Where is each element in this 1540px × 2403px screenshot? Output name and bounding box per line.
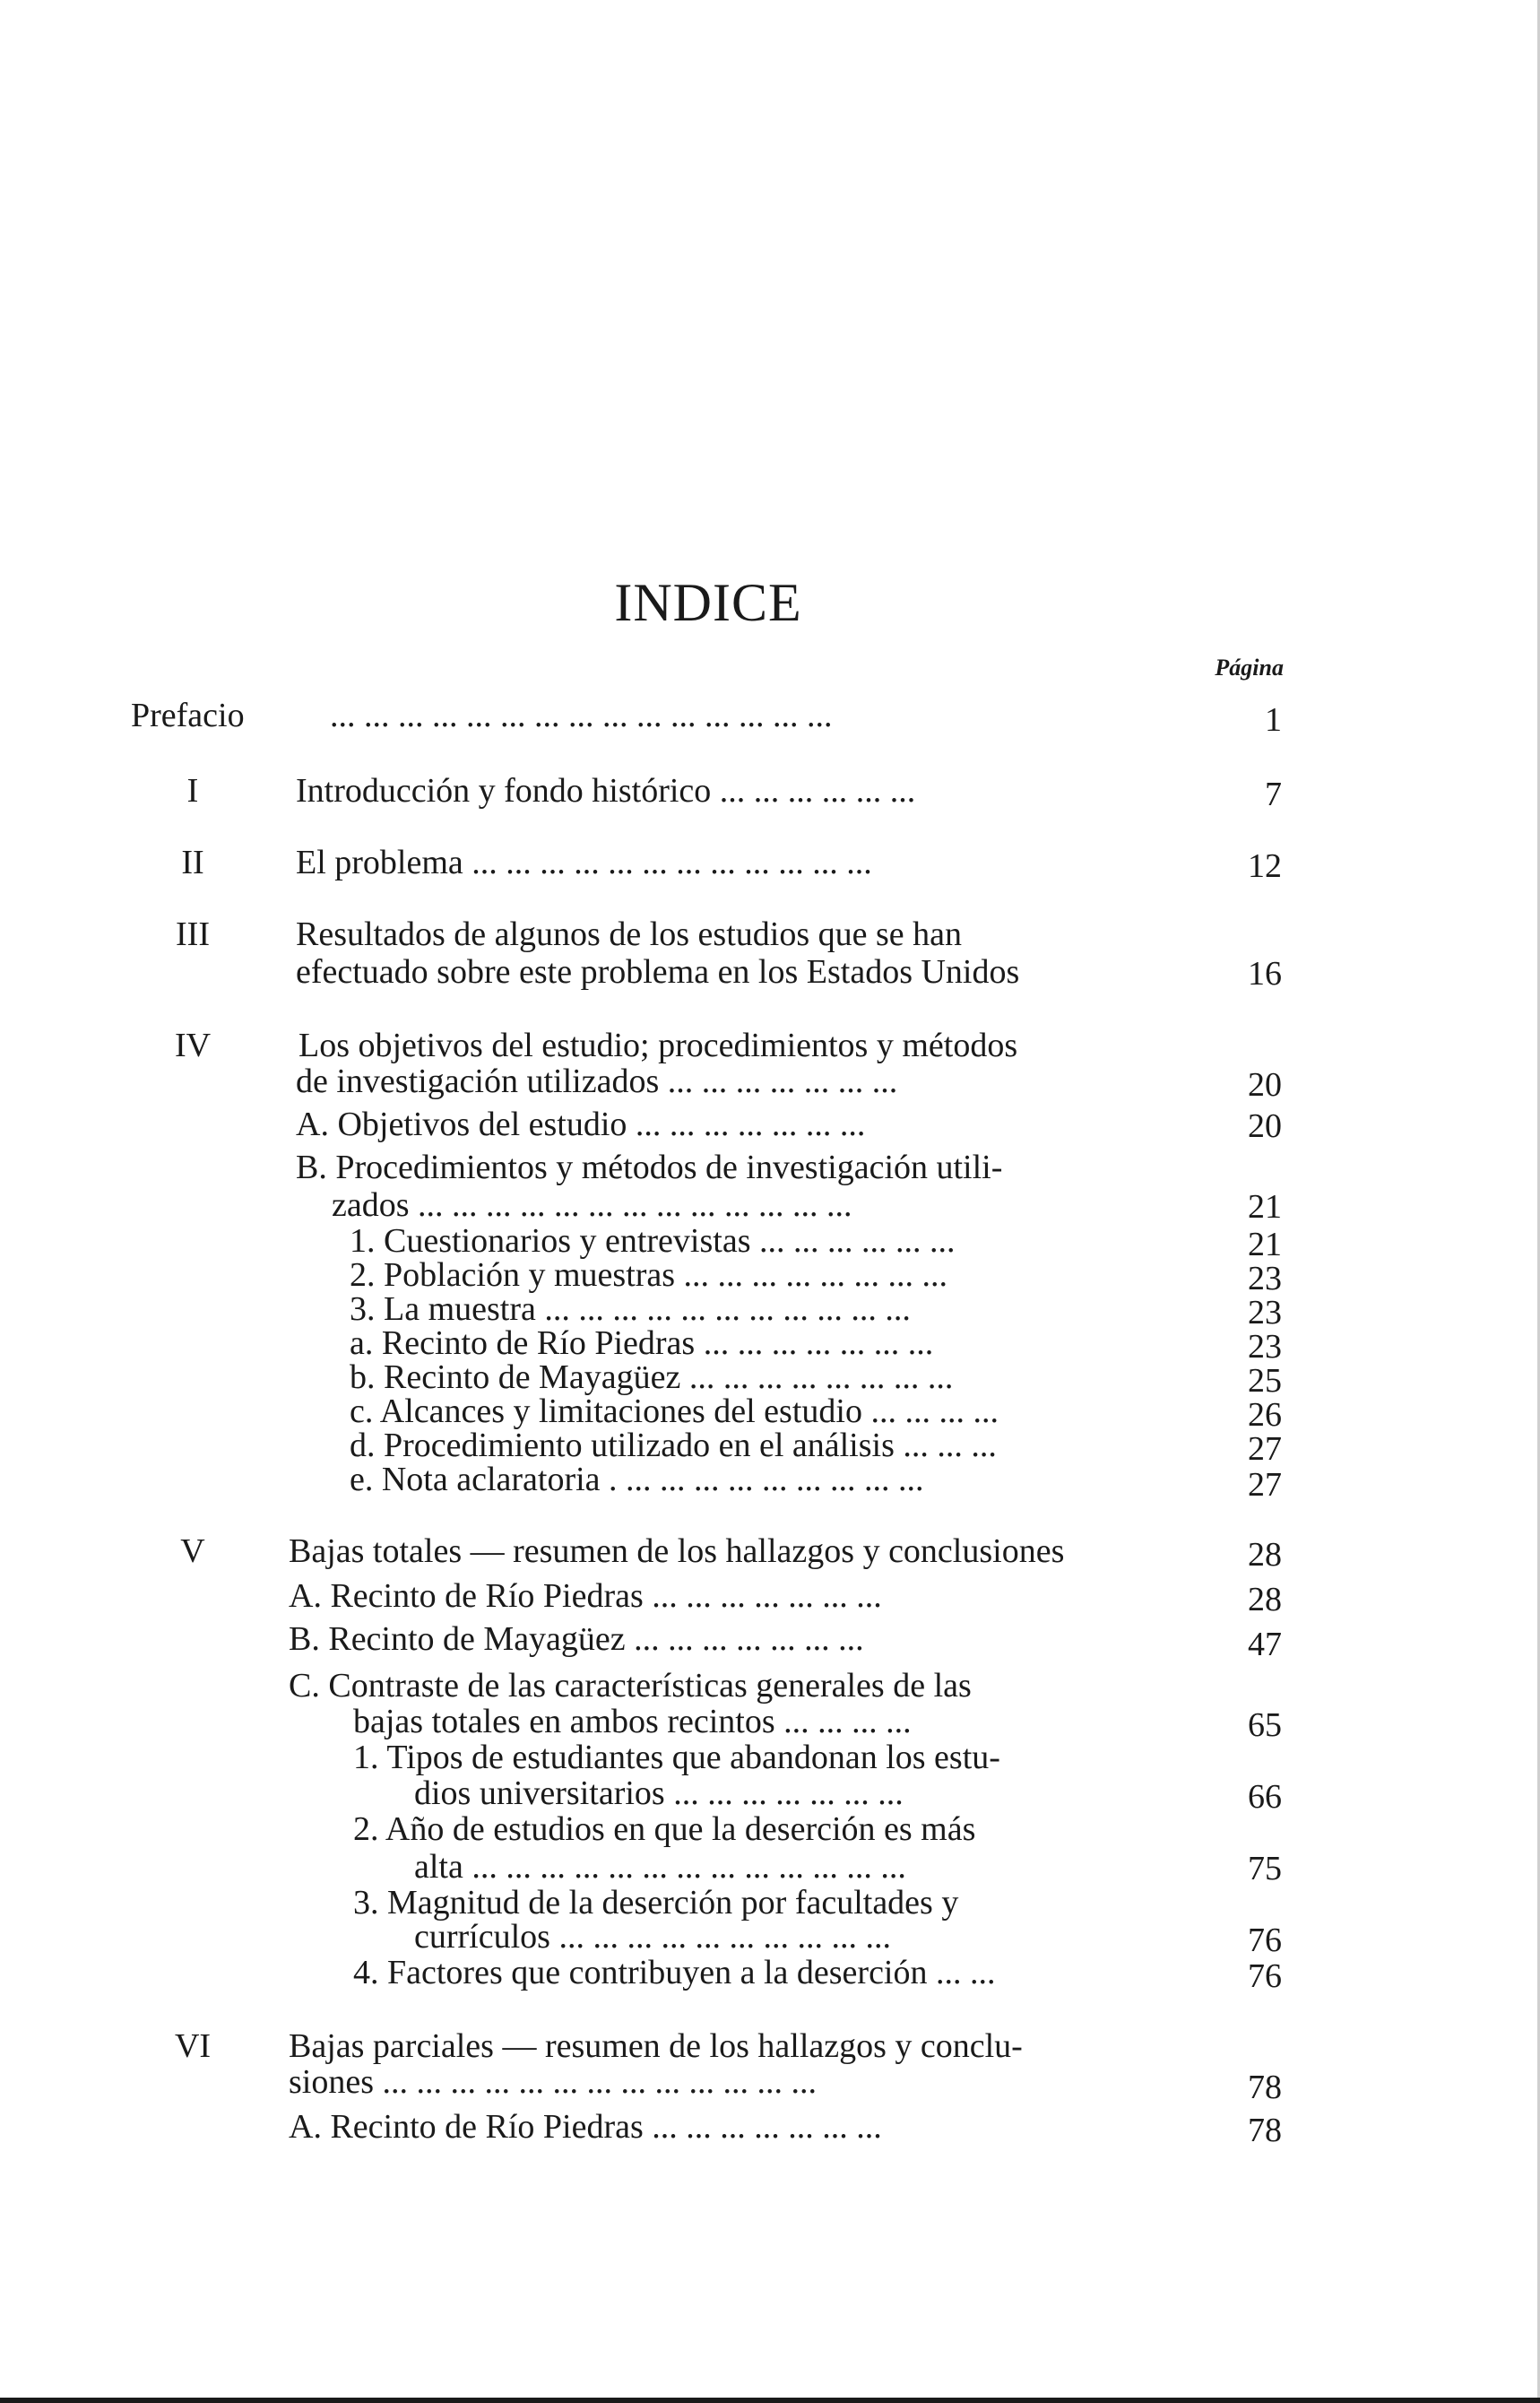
toc-subitem-page: 47 bbox=[1248, 1626, 1282, 1663]
chapter-title-cont: siones ... ... ... ... ... ... ... ... ... ... ... ... ... bbox=[289, 2063, 817, 2101]
toc-subitem: 2. Año de estudios en que la deserción es más bbox=[353, 1810, 976, 1848]
toc-subitem-page: 26 bbox=[1248, 1396, 1282, 1434]
toc-subitem: 2. Población y muestras ... ... ... ... ... ... ... ... bbox=[350, 1256, 948, 1294]
chapter-title-cont: efectuado sobre este problema en los Estados Unidos bbox=[296, 953, 1020, 991]
chapter-title: Resultados de algunos de los estudios que se han bbox=[296, 915, 963, 953]
toc-subitem: B. Recinto de Mayagüez ... ... ... ... ... ... ... bbox=[289, 1620, 864, 1658]
toc-subitem: 3. Magnitud de la deserción por facultades y bbox=[353, 1884, 959, 1922]
chapter-numeral: III bbox=[176, 915, 210, 953]
toc-subitem-page: 21 bbox=[1248, 1188, 1282, 1226]
chapter-page: 7 bbox=[1265, 776, 1282, 813]
chapter-numeral: I bbox=[186, 772, 199, 810]
toc-subitem-page: 23 bbox=[1248, 1294, 1282, 1332]
chapter-numeral: VI bbox=[174, 2027, 212, 2065]
toc-subitem: C. Contraste de las características generales de las bbox=[289, 1667, 972, 1705]
chapter-page: 78 bbox=[1248, 2069, 1282, 2106]
page-edge-bottom bbox=[0, 2398, 1540, 2403]
chapter-page: 20 bbox=[1248, 1066, 1282, 1104]
chapter-page: 28 bbox=[1248, 1536, 1282, 1574]
toc-subitem-page: 20 bbox=[1248, 1107, 1282, 1145]
prefacio-leader: ... ... ... ... ... ... ... ... ... ... ... ... ... ... ... bbox=[330, 697, 833, 734]
prefacio-page: 1 bbox=[1265, 701, 1282, 739]
chapter-title: El problema ... ... ... ... ... ... ... ... ... ... ... ... bbox=[296, 844, 872, 881]
toc-subitem-page: 75 bbox=[1248, 1850, 1282, 1887]
chapter-title-cont: de investigación utilizados ... ... ... ... ... ... ... bbox=[296, 1063, 898, 1100]
toc-subitem: a. Recinto de Río Piedras ... ... ... ... ... ... ... bbox=[350, 1324, 934, 1362]
toc-subitem-page: 66 bbox=[1248, 1778, 1282, 1816]
chapter-title: Bajas parciales — resumen de los hallazgos y conclu- bbox=[289, 2027, 1023, 2065]
toc-subitem-page: 27 bbox=[1248, 1466, 1282, 1504]
toc-subitem: 4. Factores que contribuyen a la deserción ... ... bbox=[353, 1954, 996, 1991]
toc-subitem: b. Recinto de Mayagüez ... ... ... ... ... ... ... ... bbox=[350, 1358, 954, 1396]
toc-subitem: d. Procedimiento utilizado en el análisis ... ... ... bbox=[350, 1427, 997, 1464]
toc-subitem: c. Alcances y limitaciones del estudio ... ... ... ... bbox=[350, 1392, 999, 1430]
toc-subitem: 1. Cuestionarios y entrevistas ... ... ... ... ... ... bbox=[350, 1222, 956, 1260]
toc-subitem: 3. La muestra ... ... ... ... ... ... ... ... ... ... ... bbox=[350, 1290, 911, 1328]
toc-subitem: A. Recinto de Río Piedras ... ... ... ... ... ... ... bbox=[289, 2108, 882, 2146]
page-title: INDICE bbox=[614, 573, 802, 632]
toc-subitem-page: 78 bbox=[1248, 2112, 1282, 2149]
toc-subitem-page: 21 bbox=[1248, 1226, 1282, 1263]
toc-subitem-page: 23 bbox=[1248, 1328, 1282, 1366]
chapter-page: 12 bbox=[1248, 847, 1282, 885]
toc-subitem-page: 76 bbox=[1248, 1922, 1282, 1959]
toc-subitem-page: 25 bbox=[1248, 1362, 1282, 1400]
chapter-numeral: IV bbox=[174, 1027, 212, 1064]
toc-subitem: e. Nota aclaratoria . ... ... ... ... ... ... ... ... ... bbox=[350, 1461, 924, 1498]
toc-subitem: B. Procedimientos y métodos de investigación utili- bbox=[296, 1149, 1003, 1186]
pagina-column-label: Página bbox=[1215, 655, 1284, 681]
toc-subitem-page: 23 bbox=[1248, 1260, 1282, 1297]
prefacio-label: Prefacio bbox=[131, 697, 245, 734]
chapter-numeral: II bbox=[181, 844, 204, 881]
toc-subitem: A. Objetivos del estudio ... ... ... ... ... ... ... bbox=[296, 1106, 866, 1143]
toc-subitem-page: 65 bbox=[1248, 1706, 1282, 1744]
chapter-title: Los objetivos del estudio; procedimientos y métodos bbox=[298, 1027, 1018, 1064]
toc-subitem-cont: currículos ... ... ... ... ... ... ... ... ... ... bbox=[414, 1918, 891, 1956]
toc-subitem-page: 28 bbox=[1248, 1581, 1282, 1618]
toc-subitem-page: 76 bbox=[1248, 1957, 1282, 1995]
toc-subitem: 1. Tipos de estudiantes que abandonan los estu- bbox=[353, 1739, 1000, 1776]
chapter-numeral: V bbox=[180, 1532, 205, 1570]
toc-subitem-cont: bajas totales en ambos recintos ... ... ... ... bbox=[353, 1703, 912, 1740]
toc-subitem-page: 27 bbox=[1248, 1430, 1282, 1468]
chapter-title: Bajas totales — resumen de los hallazgos y conclusiones bbox=[289, 1532, 1065, 1570]
toc-subitem-cont: alta ... ... ... ... ... ... ... ... ... ... ... ... ... bbox=[414, 1848, 906, 1886]
toc-subitem-cont: dios universitarios ... ... ... ... ... ... ... bbox=[414, 1774, 904, 1812]
toc-subitem: A. Recinto de Río Piedras ... ... ... ... ... ... ... bbox=[289, 1577, 882, 1615]
chapter-page: 16 bbox=[1248, 955, 1282, 993]
toc-subitem-cont: zados ... ... ... ... ... ... ... ... ... ... ... ... ... bbox=[332, 1186, 852, 1224]
chapter-title: Introducción y fondo histórico ... ... ... ... ... ... bbox=[296, 772, 916, 810]
